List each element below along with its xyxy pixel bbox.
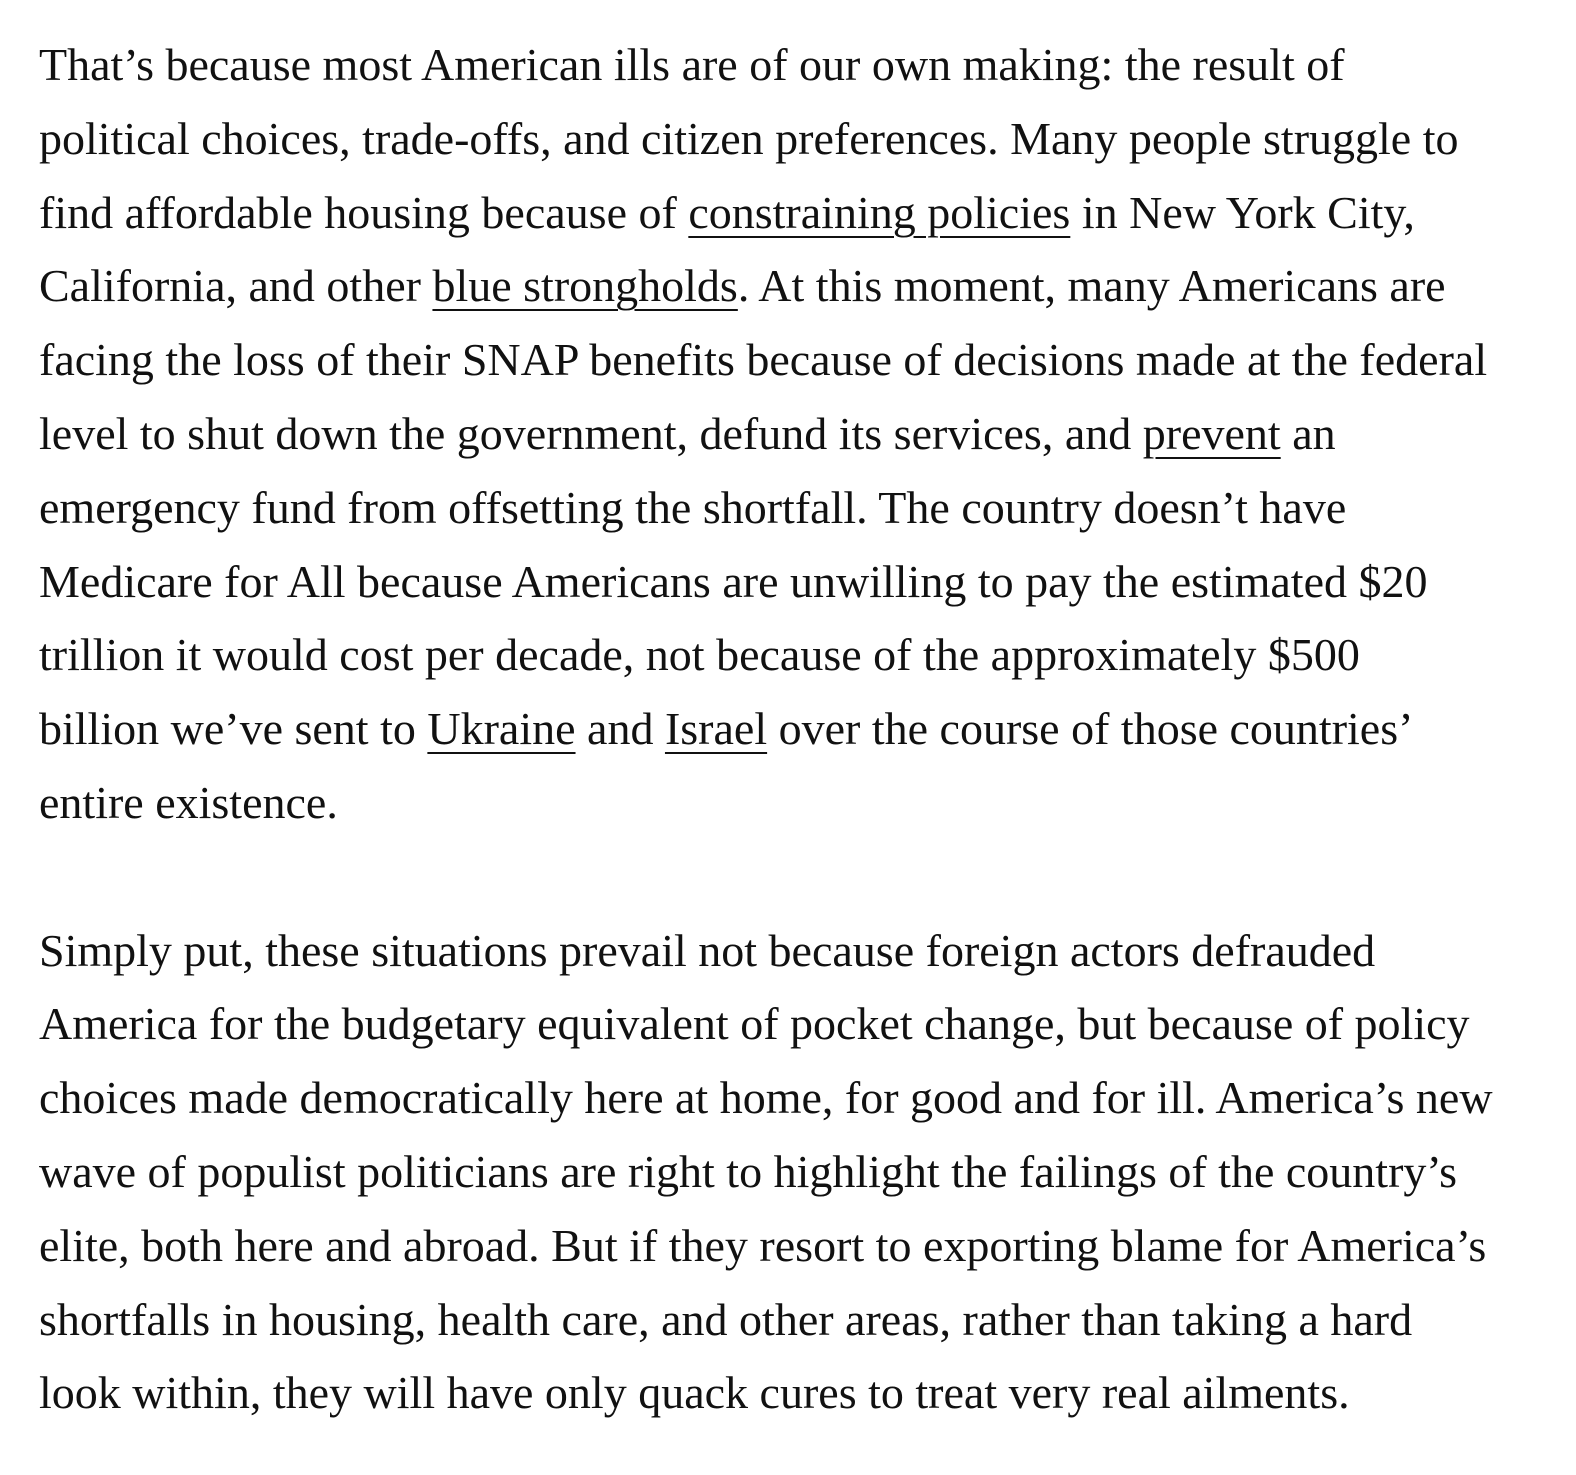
paragraph-1 [39,28,1539,840]
text-run: level to shut down the government, defund its services, and [39,407,1143,459]
text-line: political choices, trade-offs, and citizen preferences. Many people struggle to [39,112,1459,164]
link-ukraine[interactable]: Ukraine [427,703,576,755]
text-line: trillion it would cost per decade, not because of the approximately $500 [39,629,1360,681]
text-line: shortfalls in housing, health care, and other areas, rather than taking a hard [39,1293,1413,1345]
text-line: entire existence. [39,776,338,828]
text-run: in New York City, [1070,186,1415,238]
link-constraining-policies[interactable]: constraining policies [688,186,1071,238]
text-line: That’s because most American ills are of our own making: the result of [39,39,1345,90]
text-line [39,692,1539,766]
text-line: look within, they will have only quack cures to treat very real ailments. [39,1367,1350,1419]
text-run: and [575,703,665,755]
link-blue-strongholds[interactable]: blue strongholds [432,260,738,312]
link-prevent[interactable]: prevent [1142,407,1281,459]
text-line: Simply put, these situations prevail not because foreign actors defrauded [39,924,1376,976]
text-line: Medicare for All because Americans are unwilling to pay the estimated $20 [39,555,1428,607]
article-body [39,28,1539,1430]
text-run: billion we’ve sent to [39,703,428,755]
paragraph-2 [39,914,1539,1431]
link-israel[interactable]: Israel [664,703,768,755]
text-line: America for the budgetary equivalent of pocket change, but because of policy [39,998,1470,1050]
text-run: an [1280,407,1336,459]
text-run: California, and other [39,260,433,312]
text-line [39,176,1539,250]
text-run: find affordable housing because of [39,186,689,238]
text-line: choices made democratically here at home, for good and for ill. America’s new [39,1072,1493,1124]
text-line [39,397,1539,471]
text-line: facing the loss of their SNAP benefits because of decisions made at the federal [39,334,1488,386]
text-run: . At this moment, many Americans are [737,260,1446,312]
text-line: wave of populist politicians are right to highlight the failings of the country’s [39,1145,1458,1197]
text-run: over the course of those countries’ [767,703,1414,755]
text-line [39,249,1539,323]
text-line: elite, both here and abroad. But if they resort to exporting blame for America’s [39,1219,1487,1271]
text-line: emergency fund from offsetting the shortfall. The country doesn’t have [39,481,1347,533]
